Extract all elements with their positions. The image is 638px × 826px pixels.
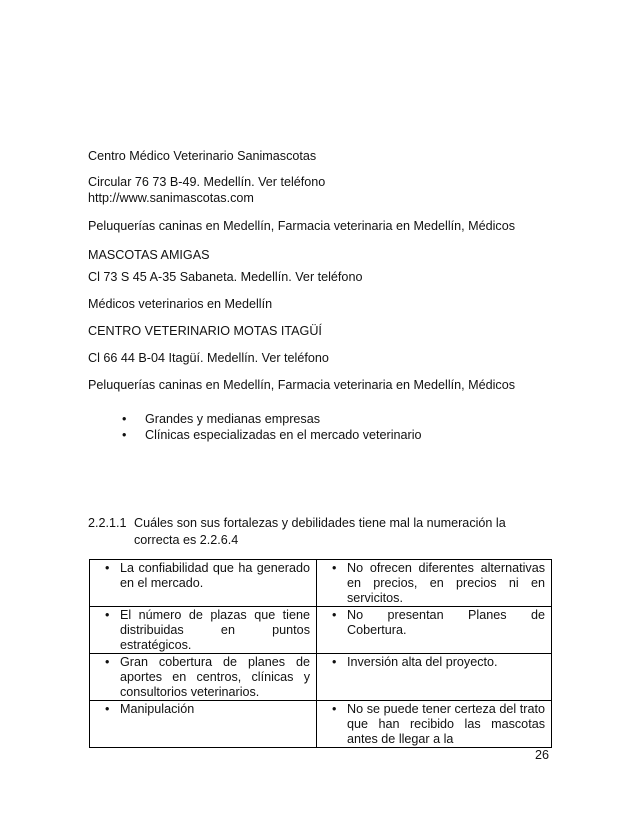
section-title: Cuáles son sus fortalezas y debilidades tiene mal la numeración la <box>134 516 506 530</box>
clinic-name-sanimascotas: Centro Médico Veterinario Sanimascotas <box>88 149 317 163</box>
section-title-continuation: correcta es 2.2.6.4 <box>134 533 239 547</box>
weakness-text: No ofrecen diferentes alternativas en precios, en precios ni en servicitos. <box>347 561 545 605</box>
table-row <box>90 654 552 701</box>
strength-cell <box>90 654 317 701</box>
category-line: Médicos veterinarios en Medellín <box>88 297 273 311</box>
strengths-weaknesses-table <box>89 559 552 748</box>
strength-text: El número de plazas que tiene distribuidas en puntos estratégicos. <box>120 608 310 652</box>
address-line: Cl 73 S 45 A-35 Sabaneta. Medellín. Ver teléfono <box>88 270 363 284</box>
address-line: Circular 76 73 B-49. Medellín. Ver teléfono <box>88 175 326 189</box>
category-line: Peluquerías caninas en Medellín, Farmacia veterinaria en Medellín, Médicos <box>88 219 516 233</box>
list-item-text: Clínicas especializadas en el mercado veterinario <box>145 428 422 442</box>
clinic-name-motas-itagui: CENTRO VETERINARIO MOTAS ITAGÜÍ <box>88 324 322 338</box>
strength-text: La confiabilidad que ha generado en el mercado. <box>120 561 310 590</box>
bullet-icon: • <box>105 655 110 669</box>
bullet-icon: • <box>332 608 337 622</box>
website-line: http://www.sanimascotas.com <box>88 191 254 205</box>
list-item <box>122 411 422 427</box>
weakness-text: Inversión alta del proyecto. <box>347 655 498 669</box>
strength-cell <box>90 607 317 654</box>
section-heading <box>88 515 548 549</box>
strength-text: Gran cobertura de planes de aportes en centros, clínicas y consultorios veterinarios. <box>120 655 310 699</box>
weakness-cell <box>317 701 552 748</box>
table-row <box>90 607 552 654</box>
bullet-icon: • <box>105 702 110 716</box>
bullet-icon: • <box>332 702 337 716</box>
weakness-text: No se puede tener certeza del trato que han recibido las mascotas antes de llegar a la <box>347 702 545 746</box>
table-row <box>90 701 552 748</box>
bullet-icon: • <box>122 412 127 426</box>
page-number: 26 <box>535 748 550 762</box>
weakness-cell <box>317 607 552 654</box>
strength-cell <box>90 701 317 748</box>
bullet-icon: • <box>122 428 127 442</box>
bullet-icon: • <box>105 561 110 575</box>
list-item-text: Grandes y medianas empresas <box>145 412 320 426</box>
section-number: 2.2.1.1 <box>88 516 127 530</box>
bullet-icon: • <box>105 608 110 622</box>
strength-text: Manipulación <box>120 702 195 716</box>
weakness-cell <box>317 654 552 701</box>
bullet-icon: • <box>332 655 337 669</box>
bullet-icon: • <box>332 561 337 575</box>
list-item <box>122 427 422 443</box>
table-row <box>90 560 552 607</box>
address-line: Cl 66 44 B-04 Itagüí. Medellín. Ver teléfono <box>88 351 329 365</box>
strength-cell <box>90 560 317 607</box>
clinic-name-mascotas-amigas: MASCOTAS AMIGAS <box>88 248 210 262</box>
category-line: Peluquerías caninas en Medellín, Farmacia veterinaria en Medellín, Médicos <box>88 378 516 392</box>
weakness-text: No presentan Planes de Cobertura. <box>347 608 545 637</box>
bullet-list <box>122 411 422 443</box>
weakness-cell <box>317 560 552 607</box>
